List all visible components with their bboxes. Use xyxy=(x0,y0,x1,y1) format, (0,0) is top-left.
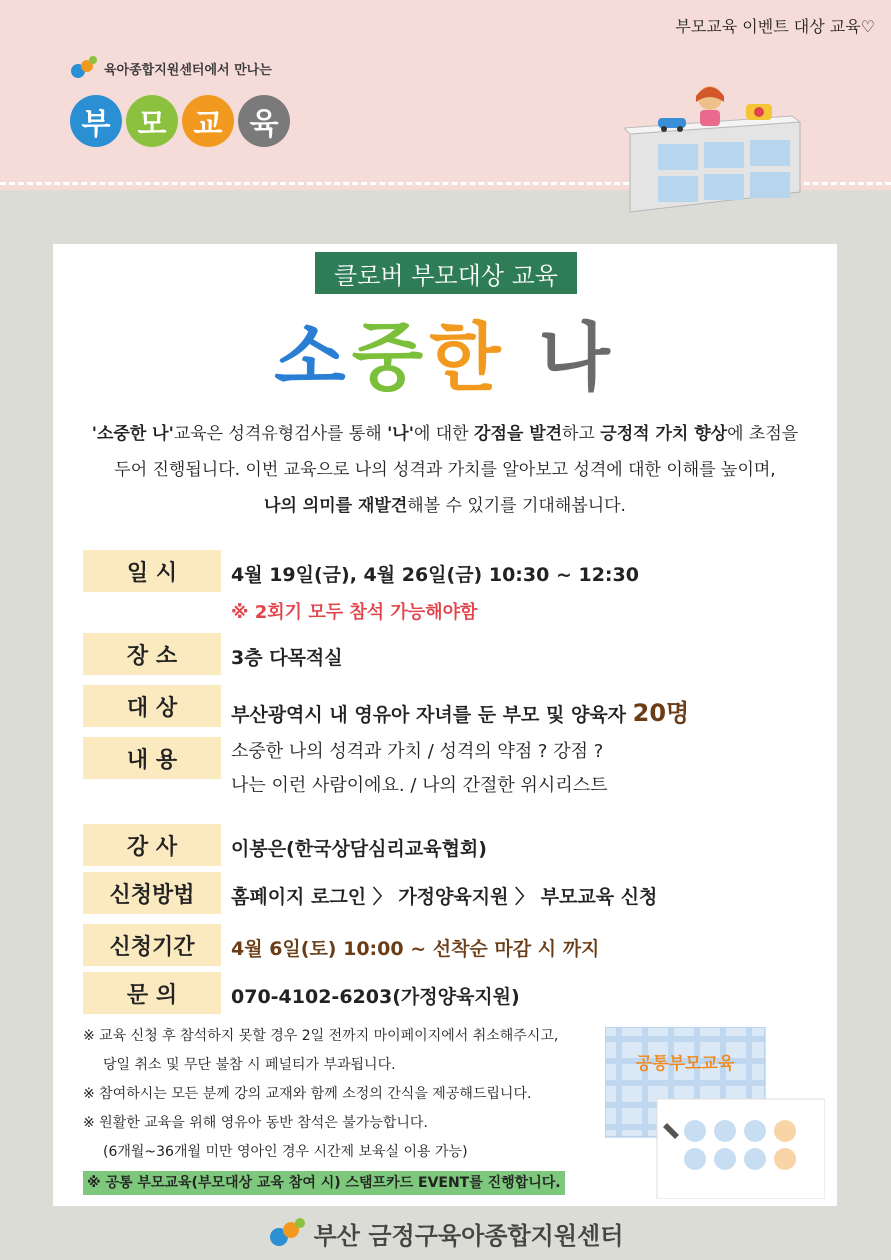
info-label: 문 의 xyxy=(83,972,221,1014)
intro-emphasis: 나의 의미를 재발견 xyxy=(264,496,408,516)
parent-education-title xyxy=(70,95,290,147)
notice-item: ※ 참여하시는 모든 분께 강의 교재와 함께 소정의 간식을 제공해드립니다. xyxy=(83,1086,532,1102)
intro-line: 두어 진행됩니다. 이번 교육으로 나의 성격과 가치를 알아보고 성격에 대한 이해를 높이며, xyxy=(114,460,776,480)
content-line: 나는 이런 사람이에요. / 나의 간절한 위시리스트 xyxy=(231,775,608,796)
notice-item: 당일 취소 및 무단 불참 시 페널티가 부과됩니다. xyxy=(103,1057,396,1073)
intro-text: 에 대한 xyxy=(413,424,475,444)
footer-logo xyxy=(0,1210,891,1256)
target-count: 20명 xyxy=(632,699,690,727)
method-value: 홈페이지 로그인 〉 가정양육지원 〉 부모교육 신청 xyxy=(231,886,658,908)
logo-subtitle: 육아종합지원센터에서 만나는 xyxy=(104,62,272,78)
title-bubble: 부 xyxy=(70,95,122,147)
stamp-card-illustration xyxy=(605,1027,825,1199)
intro-emphasis: 강점을 발견 xyxy=(474,424,563,444)
stamp-event-notice: ※ 공통 부모교육(부모대상 교육 참여 시) 스탬프카드 EVENT를 진행합니다. xyxy=(83,1171,565,1195)
center-logo-icon xyxy=(70,55,98,81)
program-badge: 클로버 부모대상 교육 xyxy=(315,252,577,294)
intro-line xyxy=(63,488,827,524)
date-value: 4월 19일(금), 4월 26일(금) 10:30 ~ 12:30 xyxy=(231,564,639,586)
title-bubble: 모 xyxy=(126,95,178,147)
info-label: 장 소 xyxy=(83,633,221,675)
info-label: 강 사 xyxy=(83,824,221,866)
notice-item: (6개월~36개월 미만 영아인 경우 시간제 보육실 이용 가능) xyxy=(103,1144,468,1160)
intro-text: 하고 xyxy=(562,424,601,444)
info-label: 신청방법 xyxy=(83,872,221,914)
period-value: 4월 6일(토) 10:00 ~ 선착순 마감 시 까지 xyxy=(231,938,600,960)
content-card xyxy=(53,244,837,1206)
content-value xyxy=(231,735,608,803)
intro-emphasis: 긍정적 가치 향상 xyxy=(600,424,728,444)
intro-emphasis: '나' xyxy=(387,424,414,444)
notice-item: ※ 교육 신청 후 참석하지 못할 경우 2일 전까지 마이페이지에서 취소해주시고, xyxy=(83,1028,559,1044)
info-label: 신청기간 xyxy=(83,924,221,966)
intro-emphasis: '소중한 나' xyxy=(91,424,174,444)
intro-line xyxy=(63,416,827,452)
title-char xyxy=(507,315,539,401)
intro-text: 에 초점을 xyxy=(727,424,799,444)
target-text: 부산광역시 내 영유아 자녀를 둔 부모 및 양육자 xyxy=(231,704,627,726)
notice-list xyxy=(83,1022,603,1198)
info-label: 일 시 xyxy=(83,550,221,592)
center-logo-icon xyxy=(268,1217,306,1249)
info-label: 내 용 xyxy=(83,737,221,779)
info-label: 대 상 xyxy=(83,685,221,727)
footer-center-name: 부산 금정구육아종합지원센터 xyxy=(313,1221,624,1250)
content-line: 소중한 나의 성격과 가치 / 성격의 약점 ? 강점 ? xyxy=(231,741,604,762)
intro-paragraph xyxy=(63,416,827,524)
toy-shelf-illustration xyxy=(620,82,810,222)
contact-value: 070-4102-6203(가정양육지원) xyxy=(231,986,520,1008)
lecturer-value: 이봉은(한국상담심리교육협회) xyxy=(231,838,487,860)
title-char: 나 xyxy=(538,315,616,401)
place-value: 3층 다목적실 xyxy=(231,647,343,669)
title-char: 한 xyxy=(429,315,507,401)
event-tagline: 부모교육 이벤트 대상 교육♡ xyxy=(675,17,875,36)
center-logo xyxy=(70,55,290,147)
title-bubble: 교 xyxy=(182,95,234,147)
stamp-card-title: 공통부모교육 xyxy=(635,1054,735,1074)
title-bubble: 육 xyxy=(238,95,290,147)
program-title xyxy=(53,299,837,405)
date-note: ※ 2회기 모두 참석 가능해야함 xyxy=(231,602,478,623)
title-char: 소 xyxy=(274,315,352,401)
target-value xyxy=(231,693,689,728)
notice-item: ※ 원활한 교육을 위해 영유아 동반 참석은 불가능합니다. xyxy=(83,1115,428,1131)
title-char: 중 xyxy=(351,315,430,401)
intro-text: 해볼 수 있기를 기대해봅니다. xyxy=(407,496,626,516)
intro-text: 교육은 성격유형검사를 통해 xyxy=(173,424,388,444)
